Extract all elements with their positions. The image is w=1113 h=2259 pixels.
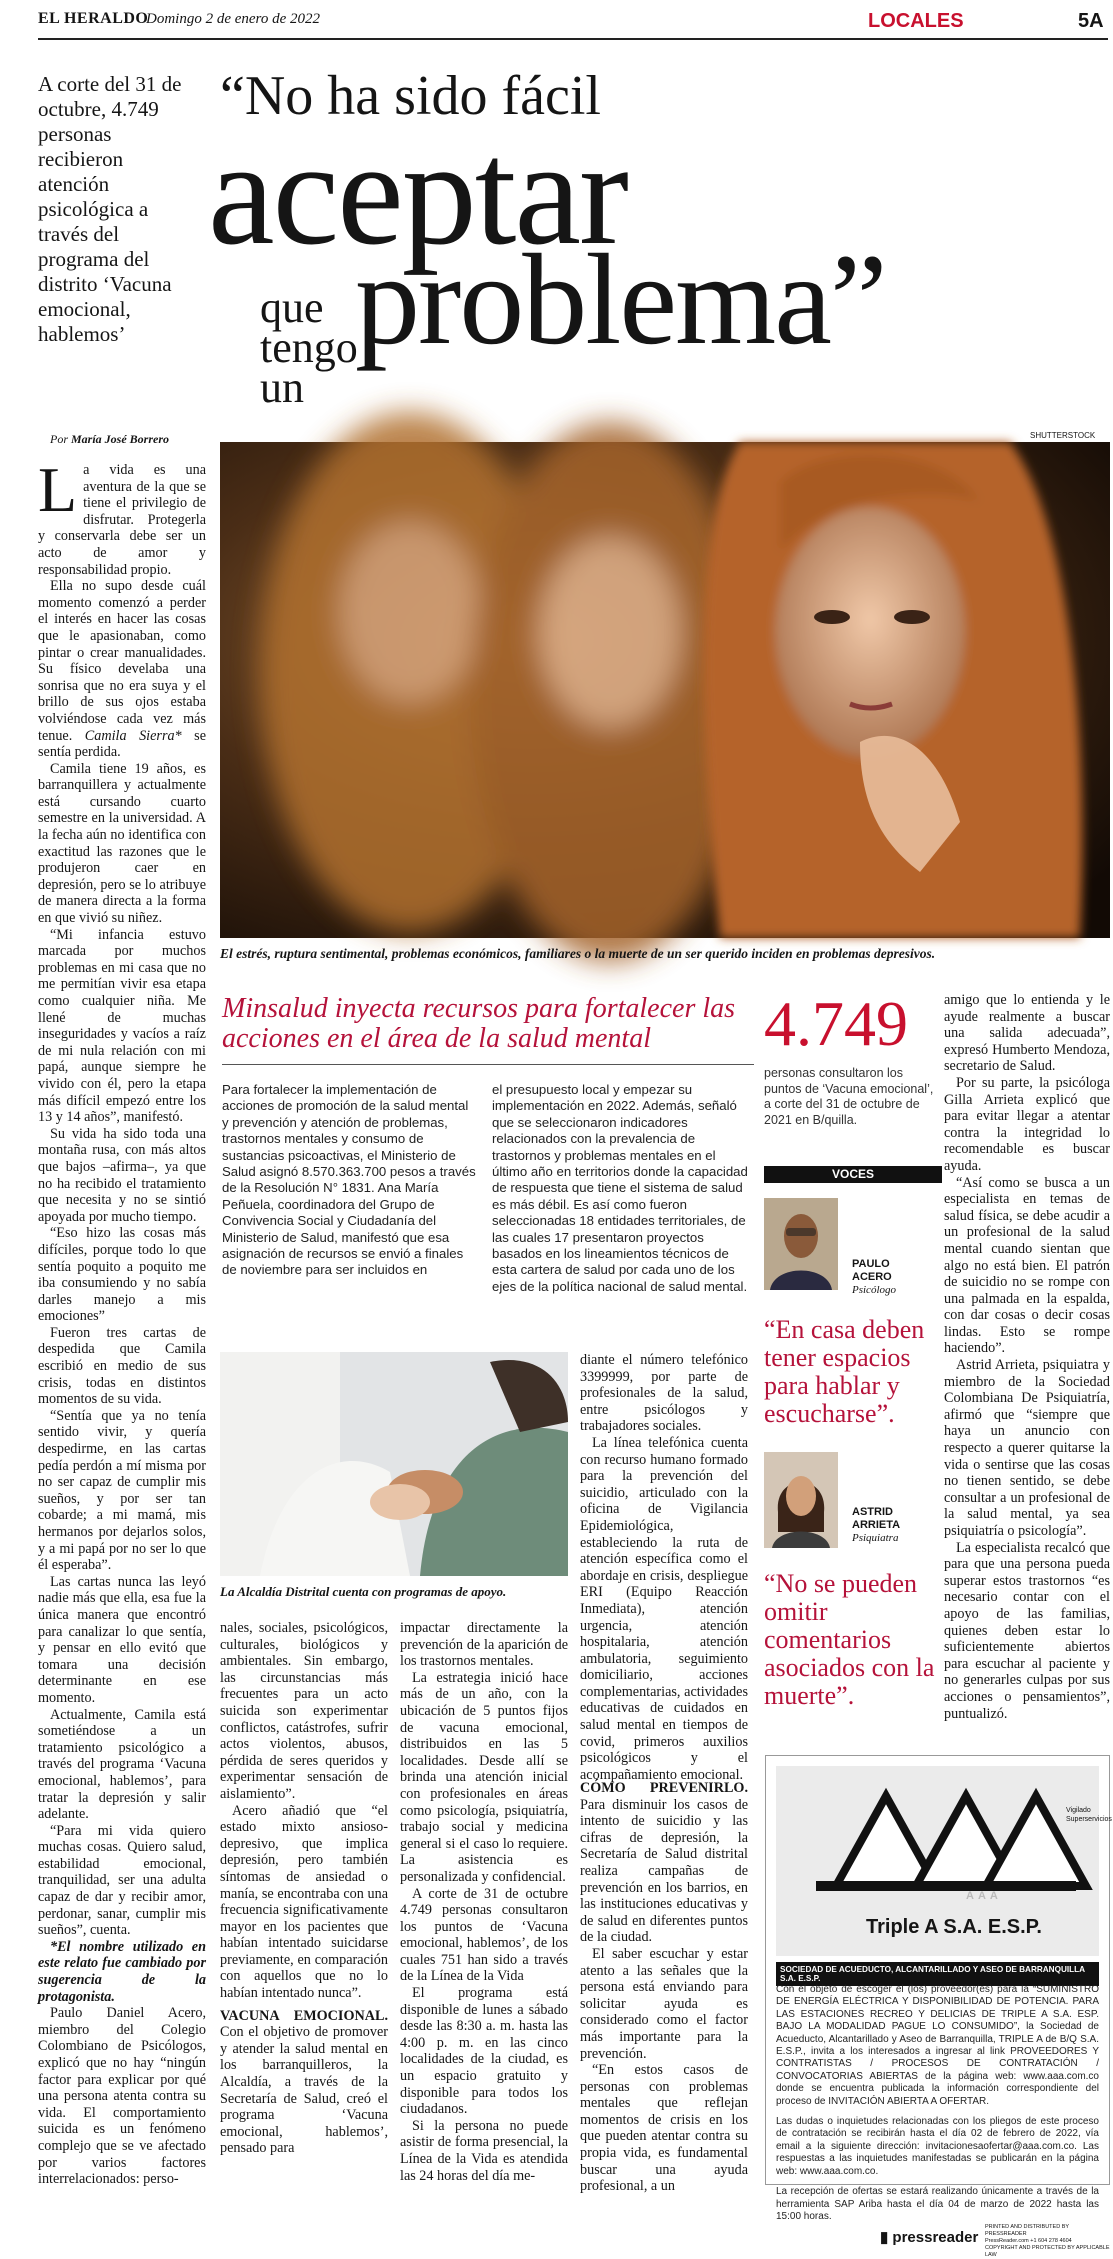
paragraph — [38, 578, 206, 761]
pressreader-footer — [880, 2224, 1110, 2258]
minsalud-title: Minsalud inyecta recursos para fortalecer las acciones en el área de la salud mental — [222, 993, 736, 1054]
triple-a-logo-icon — [776, 1766, 1112, 1916]
byline-prefix: Por — [50, 432, 68, 446]
paragraph: “Para mi vida quiero muchas cosas. Quiero salud, estabilidad emocional, tranquilidad, ser una adulta capaz de dar y recibir amor, perdonar, sanar, cumplir mis sueños”, cuenta. — [38, 1822, 206, 1939]
section-name: LOCALES — [868, 10, 964, 32]
stat-number: 4.749 — [764, 988, 908, 1059]
paragraph: El programa está disponible de lunes a sábado desde las 8:30 a. m. hasta las 4:00 p. m. en las cinco localidades de la ciudad, es un espacio gratuito y disponible para todos los ciudadanos. — [400, 1985, 568, 2118]
page-number: 5A — [1078, 10, 1104, 32]
minsalud-text-2: el presupuesto local y empezar su implementación en 2022. Además, señaló que se seleccionaron indicadores relacionados con la prevalencia de trastornos y problemas mentales en el último año en territorios donde la capacidad de respuesta que tiene el sistema de salud es más débil. Es así como fueron seleccionadas 18 entidades territoriales, de las cuales 17 presentaron proyectos basados en los lineamientos técnicos de esta cartera de salud por cada uno de los ejes de la política nacional de salud mental. — [492, 1082, 748, 1294]
paragraph-text: Ella no supo desde cuál momento comenzó a perder el interés en hacer las cosas que le apasionaban, como pintar o crear manualidades. Su físico develaba una sonrisa que no era suya y el brillo de sus ojos estaba volviéndose cada vez más tenue. — [38, 578, 206, 744]
main-photo — [220, 442, 1110, 938]
paragraph: Acero añadió que “el estado mixto ansioso-depresivo, que implica depresión, pero también síntomas de ansiedad o manía, se encontraba con una frecuencia significativamente mayor en los pacientes que habían intentado suicidarse previamente, en comparación con aquellos que no lo habían intentado nunca”. — [220, 1802, 388, 2002]
voces-label: VOCES — [764, 1166, 942, 1183]
name-note: *El nombre utilizado en este relato fue cambiado por sugerencia de la protagonista. — [38, 1938, 206, 2005]
support-photo — [220, 1352, 568, 1576]
drop-cap: L — [38, 454, 78, 525]
paragraph: Camila tiene 19 años, es barranquillera y actualmente está cursando cuarto semestre en la universidad. A la fecha aún no identifica con exactitud las razones que le produjeron caer en depresión, pero se lo atribuye de manera directa a la forma en que vivió su niñez. — [38, 760, 206, 927]
issue-date: Domingo 2 de enero de 2022 — [146, 11, 320, 27]
ad-logo-text: AAA — [966, 1890, 1002, 1902]
headline-line-1: “No ha sido fácil — [220, 65, 601, 127]
paragraph — [220, 2008, 388, 2157]
protagonist-name: Camila Sierra* — [84, 727, 182, 744]
photo-caption: El estrés, ruptura sentimental, problemas económicos, familiares o la muerte de un ser querido inciden en problemas depresivos. — [220, 946, 936, 961]
paragraph: diante el número telefónico 3399999, por parte de profesionales de la salud, entre psicólogos y trabajadores sociales. — [580, 1352, 748, 1435]
paragraph: “Sentía que ya no tenía sentido vivir, y quería despedirme, en las cartas pedía perdón a mí misma por no ser capaz de cumplir mis sueños, y por ser tan cobarde; a mi mamá, mis hermanos por dejarlos solos, y a mi papá por no ser lo que él esperaba”. — [38, 1407, 206, 1574]
legal-line: COPYRIGHT AND PROTECTED BY APPLICABLE LAW — [985, 2245, 1110, 2258]
person-name: ARRIETA — [852, 1519, 901, 1531]
subhead: VACUNA EMOCIONAL. — [220, 2007, 388, 2024]
article-column-2 — [220, 1620, 388, 2250]
ad-logo-area — [776, 1766, 1112, 1956]
paragraph: Actualmente, Camila está sometiéndose a un tratamiento psicológico a través del programa ‘Vacuna emocional, hablemos’, para tratar la depresión y salir adelante. — [38, 1706, 206, 1823]
newspaper-name: EL HERALDO — [38, 10, 149, 27]
article-column-5 — [944, 992, 1110, 1742]
paragraph-text: Para disminuir los casos de intento de suicidio y las cifras de depresión, la Secretaría de Salud distrital realiza campañas de prevención en los barrios, en las instituciones educativas y de salud en diferentes puntos de la ciudad. — [580, 1796, 748, 1946]
paragraph — [580, 1780, 748, 1946]
astrid-quote: “No se pueden omitir comentarios asociados con la muerte”. — [764, 1569, 935, 1710]
paulo-info — [852, 1258, 896, 1296]
paragraph: La especialista recalcó que para que una persona pueda superar estos trastornos “es necesario contar con el apoyo de las familias, quienes deben estar lo suficientemente abiertos para escuchar al paciente y no generarles culpas por sus acciones o pensamientos”, puntualizó. — [944, 1539, 1110, 1722]
headline-word-tengo: tengo — [260, 323, 358, 372]
headline-line-2: aceptar — [208, 110, 627, 276]
man-portrait-icon — [764, 1198, 838, 1290]
ad-body — [776, 1984, 1099, 2223]
person-role: Psicólogo — [852, 1284, 896, 1296]
headline-line-3 — [260, 283, 358, 412]
person-name: PAULO — [852, 1258, 890, 1270]
paragraph-text: Con el objetivo de promover y atender la salud mental en los barranquilleros, la Alcaldía, a través de la Secretaría de Salud, creó el programa ‘Vacuna emocional, hablemos’, pensado para — [220, 2024, 388, 2157]
person-name: ASTRID — [852, 1506, 893, 1518]
article-column-4-bottom — [580, 1780, 748, 2250]
paragraph: “En estos casos de personas con problemas mentales que reflejan momentos de crisis en los que pueden atentar contra su propia vida, es fundamental buscar una ayuda profesional, a un — [580, 2062, 748, 2195]
article-column-3 — [400, 1620, 568, 2250]
person-role: Psiquiatra — [852, 1532, 899, 1544]
paragraph: Su vida ha sido toda una montaña rusa, con más altos que bajos –afirma–, ya que no ha recibido el tratamiento que necesita y no se sintió apoyada por mucho tiempo. — [38, 1125, 206, 1225]
triple-a-advertisement — [765, 1755, 1112, 2222]
vigilado-label: Vigilado Superservicios — [1066, 1807, 1112, 1823]
article-column-1 — [38, 454, 206, 2252]
paragraph: El saber escuchar y estar atento a las señales que la persona está enviando para solicitar ayuda es considerado como el factor más importante para la prevención. — [580, 1945, 748, 2062]
support-photo-caption: La Alcaldía Distrital cuenta con programas de apoyo. — [220, 1584, 507, 1599]
photo-credit: SHUTTERSTOCK — [1030, 431, 1096, 440]
paragraph: Astrid Arrieta, psiquiatra y miembro de la Sociedad Colombiana De Psiquiatría, afirmó que “siempre que haya un anuncio con respecto a querer quitarse la vida o sentirse que las cosas no tienen sentido, se debe consultar a un profesional de la salud mental, ya sea psiquiatría o psicología”. — [944, 1357, 1110, 1539]
ad-company-bar: SOCIEDAD DE ACUEDUCTO, ALCANTARILLADO Y ASEO DE BARRANQUILLA S.A. E.S.P. — [776, 1962, 1099, 1986]
pressreader-logo: ▮ pressreader — [880, 2229, 979, 2246]
divider — [222, 1064, 754, 1065]
astrid-info — [852, 1506, 900, 1544]
paragraph: “Así como se busca a un especialista en temas de salud física, se debe acudir a un profesional de la salud mental cuando sientan que algo no está bien. El patrón de suicidio no se rompe con una palmada en la espalda, con dar cosas o decir cosas lindas. Esto se rompe haciendo”. — [944, 1174, 1110, 1357]
ad-paragraph: Con el objeto de escoger el (los) proveedor(es) para la “SUMINISTRO DE ENERGÍA ELÉCTRICA Y DISPONIBILIDAD DE POTENCIA. PARA LAS ESTACIONES RECREO Y DELICIAS DE TRIPLE A S.A. ESP. BAJO LA MODALIDAD PAGUE LO CONSUMIDO”, la Sociedad de Acueducto, Alcantarillado y Aseo de Barranquilla, TRIPLE A de B/Q S.A. E.S.P., invita a los interesados a ingresar al link PROVEEDORES Y CONTRATISTAS / PROCESOS DE CONTRATACIÓN / CONVOCATORIAS ABIERTAS de la página web: www.aaa.com.co donde se encuentra publicada la información correspondiente del proceso de INVITACIÓN ABIERTA A OFERTAR. — [776, 1984, 1099, 2107]
paragraph: Paulo Daniel Acero, miembro del Colegio Colombiano de Psicólogos, explicó que no hay “ningún factor para explicar por qué una persona atenta contra su vida. El comportamiento suicida es un fenómeno complejo que se ve afectado por varios factores interrelacionados: perso- — [38, 2005, 206, 2188]
byline — [50, 432, 169, 447]
headline-word-un: un — [260, 363, 304, 412]
byline-author: María José Borrero — [71, 432, 170, 446]
minsalud-text-1: Para fortalecer la implementación de acciones de promoción de la salud mental y prevención y atención de problemas, trastornos mentales y consumo de sustancias psicoactivas, el Ministerio de Salud asignó 8.570.363.700 pesos a través de la Resolución N° 1831. Ana María Peñuela, coordinadora del Grupo de Convivencia Social y Ciudadanía del Ministerio de Salud, manifestó que esa asignación de recursos se envió a finales de noviembre para ser incluidos en — [222, 1082, 476, 1278]
paragraph: nales, sociales, psicológicos, culturales, biológicos y ambientales. Sin embargo, las circunstancias más frecuentes para un acto suicida son experimentar conflictos, catástrofes, sufrir actos violentos, abusos, pérdida de seres queridos y experimentar sensación de aislamiento”. — [220, 1620, 388, 1802]
stat-text: personas consultaron los puntos de ‘Vacuna emocional’, a corte del 31 de octubre de 2021 en B/quilla. — [764, 1066, 934, 1127]
paragraph: Si la persona no puede asistir de forma presencial, la Línea de la Vida es atendida las 24 horas del día me- — [400, 2117, 568, 2184]
paulo-photo — [764, 1198, 838, 1290]
article-lead: A corte del 31 de octubre, 4.749 personas recibieron atención psicológica a través del programa del distrito ‘Vacuna emocional, hablemos’ — [38, 72, 182, 346]
paragraph: La línea telefónica cuenta con recurso humano formado para la prevención del suicidio, articulado con la oficina de Vigilancia Epidemiológica, estableciendo la ruta de atención específica como el abordaje en crisis, despliegue ERI (Equipo Reacción Inmediata), atención urgencia, atención hospitalaria, atención ambulatoria, seguimiento domiciliario, acciones complementarias, actividades educativas de cuidados en salud mental en tiempos de covid, primeros auxilios psicológicos y el acompañamiento emocional. — [580, 1434, 748, 1783]
paragraph: amigo que lo entienda y le ayude realmente a buscar una salida adecuada”, expresó Humberto Mendoza, secretario de Salud. — [944, 992, 1110, 1075]
legal-line: PressReader.com +1 604 278 4604 — [985, 2238, 1072, 2244]
paulo-quote: “En casa deben tener espacios para hablar y escucharse”. — [764, 1315, 925, 1428]
pressreader-brand: pressreader — [892, 2229, 979, 2246]
woman-blur-photo-illustration — [220, 442, 1110, 938]
paragraph: La estrategia inició hace más de un año, con la ubicación de 5 puntos fijos de vacuna emocional, distribuidos en las 5 localidades. Desde allí se brinda una atención inicial con profesionales en áreas como psicología, psiquiatría, trabajo social y medicina general si el caso lo requiere. La asistencia es personalizada y confidencial. — [400, 1669, 568, 1885]
ad-brand: Triple A S.A. E.S.P. — [866, 1916, 1042, 1938]
headline-word-que: que — [260, 283, 324, 332]
astrid-photo — [764, 1452, 838, 1548]
paragraph: “Mi infancia estuvo marcada por muchos problemas en mi casa que no me permitían vivir esa etapa como cualquier niña. Me llené de muchas inseguridades y vacíos a raíz de mi nula relación con mi papá, aunque siempre he vivido con él, pero la etapa más difícil empezó entre los 13 y 14 años”, manifestó. — [38, 926, 206, 1126]
paragraph: impactar directamente la prevención de la aparición de los trastornos mentales. — [400, 1620, 568, 1670]
paragraph-text: se sentía perdida. — [38, 727, 206, 761]
paragraph: “Eso hizo las cosas más difíciles, porque todo lo que sentía poquito a poquito me iba consumiendo y no sabía darles manejo a mis emociones” — [38, 1225, 206, 1325]
legal-line: PRINTED AND DISTRIBUTED BY PRESSREADER — [985, 2224, 1069, 2237]
woman-portrait-icon — [764, 1452, 838, 1548]
holding-hands-illustration — [220, 1352, 568, 1576]
subhead: CÓMO PREVENIRLO. — [580, 1780, 748, 1796]
person-name: ACERO — [852, 1271, 892, 1283]
page-header — [38, 10, 1108, 40]
ad-paragraph: Las dudas o inquietudes relacionadas con los pliegos de este proceso de contratación se recibirán hasta el día 02 de febrero de 2022, vía email a la siguiente dirección: invitacionesaofertar@aaa.com.co. Las respuestas a las inquietudes manifestadas se publicarán en la página web: www.aaa.com.co. — [776, 2116, 1099, 2177]
paragraph: Las cartas nunca las leyó nadie más que ella, esa fue la única manera que encontró para canalizar lo que sentía, y pensar en ello evitó que tomara una decisión determinante en ese momento. — [38, 1573, 206, 1706]
headline-line-4: problema” — [355, 228, 886, 372]
ad-paragraph: La recepción de ofertas se estará realizando únicamente a través de la herramienta SAP Ariba hasta el día 04 de marzo de 2022 hasta las 15:00 horas. — [776, 2186, 1099, 2222]
paragraph: Por su parte, la psicóloga Gilla Arrieta explicó que para evitar llegar a atentar contra la integridad lo recomendable es buscar ayuda. — [944, 1074, 1110, 1174]
paragraph: A corte de 31 de octubre 4.749 personas consultaron los puntos de ‘Vacuna emocional, hablemos’, de los cuales 751 han sido a través de la Línea de la Vida — [400, 1885, 568, 1985]
paragraph: Fueron tres cartas de despedida que Camila escribió en medio de sus crisis, todas en distintos momentos de su vida. — [38, 1324, 206, 1408]
paragraph: a vida es una aventura de la que se tiene el privilegio de disfrutar. Protegerla y conservarla debe ser un acto de amor y responsabilidad propio. — [38, 462, 206, 578]
pressreader-legal — [985, 2224, 1110, 2259]
article-column-4-top — [580, 1352, 748, 1783]
